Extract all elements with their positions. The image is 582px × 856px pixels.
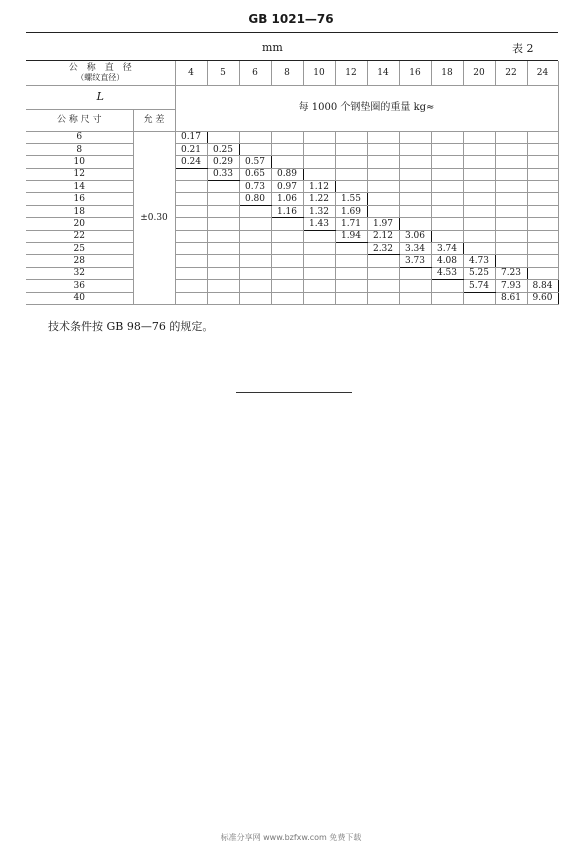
weight-value-cell <box>463 230 495 242</box>
weight-value-cell <box>527 143 558 155</box>
weight-value-cell <box>399 193 431 205</box>
weight-value-cell <box>239 218 271 230</box>
table-row <box>26 255 558 267</box>
weight-value-cell: 0.65 <box>239 168 271 180</box>
table-row <box>26 168 558 180</box>
weight-value-cell: 4.73 <box>463 255 495 267</box>
weight-value-cell <box>271 156 303 168</box>
weight-value-cell: 0.97 <box>271 181 303 193</box>
nominal-diameter-label: 公 称 直 径 <box>68 62 132 73</box>
weight-value-cell <box>495 243 527 255</box>
weight-value-cell: 1.97 <box>367 218 399 230</box>
tolerance-header-label: 允 差 <box>143 115 165 125</box>
weight-value-cell <box>431 193 463 205</box>
weight-value-cell: 0.24 <box>175 156 207 168</box>
diameter-header: 16 <box>399 61 431 85</box>
weight-value-cell <box>463 156 495 168</box>
weight-value-cell: 0.25 <box>207 143 239 155</box>
weight-value-cell: 0.29 <box>207 156 239 168</box>
weight-value-cell <box>239 131 271 143</box>
weight-value-cell <box>335 280 367 292</box>
weight-value-cell: 0.80 <box>239 193 271 205</box>
unit-label: mm <box>262 41 283 54</box>
weight-value-cell: 2.12 <box>367 230 399 242</box>
weight-value-cell <box>527 255 558 267</box>
weight-value-cell <box>399 131 431 143</box>
weight-value-cell <box>175 218 207 230</box>
weight-value-cell <box>431 143 463 155</box>
weight-value-cell <box>399 205 431 217</box>
weight-value-cell <box>367 156 399 168</box>
weight-value-cell <box>527 156 558 168</box>
weight-value-cell <box>527 243 558 255</box>
weight-value-cell: 8.61 <box>495 292 527 304</box>
diameter-header: 18 <box>431 61 463 85</box>
weight-value-cell <box>207 205 239 217</box>
weight-value-cell <box>271 243 303 255</box>
weight-value-cell <box>335 143 367 155</box>
diameter-header: 14 <box>367 61 399 85</box>
weight-value-cell <box>239 267 271 279</box>
weight-value-cell <box>367 193 399 205</box>
weight-value-cell <box>367 267 399 279</box>
nominal-size-cell: 18 <box>26 205 133 217</box>
weight-value-cell <box>527 205 558 217</box>
weight-value-cell <box>399 280 431 292</box>
weight-value-cell <box>175 243 207 255</box>
weight-value-cell <box>175 230 207 242</box>
weight-value-cell <box>367 205 399 217</box>
weight-value-cell: 0.57 <box>239 156 271 168</box>
weight-value-cell <box>463 243 495 255</box>
weight-value-cell <box>431 181 463 193</box>
weight-value-cell <box>303 267 335 279</box>
weight-value-cell <box>527 218 558 230</box>
nominal-size-cell: 22 <box>26 230 133 242</box>
weight-value-cell <box>175 193 207 205</box>
weight-value-cell <box>175 280 207 292</box>
weight-value-cell <box>431 218 463 230</box>
weight-value-cell: 4.08 <box>431 255 463 267</box>
weight-value-cell <box>399 143 431 155</box>
weight-value-cell <box>335 131 367 143</box>
table-row <box>26 243 558 255</box>
weight-value-cell <box>431 230 463 242</box>
diameter-header: 6 <box>239 61 271 85</box>
weight-value-cell <box>527 230 558 242</box>
weight-value-cell <box>175 205 207 217</box>
weight-value-cell: 1.12 <box>303 181 335 193</box>
weight-value-cell: 1.71 <box>335 218 367 230</box>
weight-value-cell <box>335 156 367 168</box>
nominal-size-cell: 20 <box>26 218 133 230</box>
weight-value-cell <box>271 131 303 143</box>
nominal-size-cell: 28 <box>26 255 133 267</box>
weight-value-cell <box>239 205 271 217</box>
weight-value-cell: 0.21 <box>175 143 207 155</box>
weight-value-cell <box>399 181 431 193</box>
weight-value-cell <box>367 280 399 292</box>
nominal-size-cell: 40 <box>26 292 133 304</box>
weight-value-cell: 1.22 <box>303 193 335 205</box>
weight-value-cell: 1.16 <box>271 205 303 217</box>
weight-value-cell: 8.84 <box>527 280 558 292</box>
diameter-header: 5 <box>207 61 239 85</box>
table-row <box>26 267 558 279</box>
weight-value-cell: 9.60 <box>527 292 558 304</box>
weight-value-cell <box>335 292 367 304</box>
nominal-size-cell: 12 <box>26 168 133 180</box>
nominal-size-cell: 36 <box>26 280 133 292</box>
weight-value-cell <box>367 255 399 267</box>
nominal-size-cell: 10 <box>26 156 133 168</box>
weight-value-cell <box>303 131 335 143</box>
weight-value-cell <box>335 181 367 193</box>
table-row <box>26 280 558 292</box>
weight-value-cell: 1.69 <box>335 205 367 217</box>
nominal-size-cell: 32 <box>26 267 133 279</box>
diameter-header: 22 <box>495 61 527 85</box>
weight-value-cell <box>303 292 335 304</box>
weight-value-cell <box>303 143 335 155</box>
nominal-size-cell: 14 <box>26 181 133 193</box>
weight-value-cell: 7.93 <box>495 280 527 292</box>
weight-value-cell <box>207 181 239 193</box>
weight-value-cell: 3.06 <box>399 230 431 242</box>
weight-value-cell <box>271 267 303 279</box>
diameter-header: 12 <box>335 61 367 85</box>
length-header <box>26 85 175 109</box>
weight-value-cell <box>463 168 495 180</box>
weight-value-cell <box>303 280 335 292</box>
weight-value-cell <box>207 280 239 292</box>
weight-value-cell <box>239 280 271 292</box>
weight-value-cell <box>431 292 463 304</box>
weight-value-cell <box>463 131 495 143</box>
weight-value-cell <box>367 168 399 180</box>
weight-value-cell <box>175 267 207 279</box>
weight-value-cell <box>495 218 527 230</box>
table-row <box>26 143 558 155</box>
weight-value-cell <box>527 168 558 180</box>
weight-value-cell <box>239 255 271 267</box>
weight-value-cell <box>207 230 239 242</box>
weight-value-cell <box>271 218 303 230</box>
weight-value-cell <box>367 143 399 155</box>
watermark-footer: 标准分享网 www.bzfxw.com 免费下载 <box>220 833 362 842</box>
table-row <box>26 131 558 143</box>
weight-value-cell <box>207 193 239 205</box>
weight-value-cell <box>239 143 271 155</box>
top-rule <box>26 32 558 33</box>
weight-value-cell <box>175 181 207 193</box>
table-row <box>26 292 558 304</box>
weight-value-cell: 0.89 <box>271 168 303 180</box>
weight-value-cell <box>495 143 527 155</box>
weight-value-cell: 3.74 <box>431 243 463 255</box>
tolerance-header <box>133 109 175 131</box>
weight-value-cell <box>399 168 431 180</box>
weight-value-cell: 4.53 <box>431 267 463 279</box>
weight-value-cell: 5.25 <box>463 267 495 279</box>
technical-note: 技术条件按 GB 98—76 的规定。 <box>48 320 214 333</box>
diameter-header: 20 <box>463 61 495 85</box>
weight-value-cell: 1.06 <box>271 193 303 205</box>
weight-value-cell: 1.32 <box>303 205 335 217</box>
weight-value-cell <box>271 280 303 292</box>
nominal-size-cell: 6 <box>26 131 133 143</box>
weight-value-cell <box>303 156 335 168</box>
weight-value-cell <box>175 168 207 180</box>
weight-value-cell: 0.73 <box>239 181 271 193</box>
nominal-size-label: 公 称 尺 寸 <box>56 115 102 125</box>
weight-value-cell <box>495 255 527 267</box>
weight-value-cell <box>495 181 527 193</box>
weight-value-cell <box>463 193 495 205</box>
weight-value-cell <box>463 218 495 230</box>
weight-value-cell <box>495 156 527 168</box>
thread-diameter-label: （螺纹直径） <box>76 72 125 82</box>
weight-value-cell <box>335 267 367 279</box>
weight-value-cell <box>463 143 495 155</box>
weight-value-cell: 7.23 <box>495 267 527 279</box>
weight-value-cell <box>271 255 303 267</box>
nominal-size-cell: 8 <box>26 143 133 155</box>
weight-value-cell: 1.94 <box>335 230 367 242</box>
weight-value-cell <box>367 292 399 304</box>
weight-value-cell <box>495 131 527 143</box>
weight-value-cell <box>271 230 303 242</box>
weight-value-cell: 2.32 <box>367 243 399 255</box>
tolerance-cell: ±0.30 <box>133 131 175 304</box>
weight-value-cell <box>495 168 527 180</box>
weight-value-cell <box>303 168 335 180</box>
table-row <box>26 181 558 193</box>
length-label: L <box>96 90 104 103</box>
weight-value-cell <box>431 205 463 217</box>
weight-value-cell: 3.73 <box>399 255 431 267</box>
weight-value-cell <box>239 292 271 304</box>
weight-value-cell <box>303 255 335 267</box>
weight-value-cell <box>431 131 463 143</box>
weight-value-cell <box>463 205 495 217</box>
weight-value-cell <box>495 205 527 217</box>
standard-header: GB 1021—76 <box>248 12 334 26</box>
weight-value-cell: 0.17 <box>175 131 207 143</box>
weight-value-cell <box>207 255 239 267</box>
weight-value-cell <box>207 131 239 143</box>
table-number: 表 2 <box>512 42 534 55</box>
weight-value-cell <box>207 292 239 304</box>
weight-value-cell <box>335 243 367 255</box>
weight-value-cell <box>367 131 399 143</box>
weight-value-cell <box>527 181 558 193</box>
weight-value-cell <box>239 243 271 255</box>
weight-value-cell <box>495 230 527 242</box>
weight-value-cell <box>207 218 239 230</box>
table-row <box>26 156 558 168</box>
weight-value-cell <box>303 243 335 255</box>
table-row <box>26 230 558 242</box>
weight-value-cell: 1.55 <box>335 193 367 205</box>
nominal-size-cell: 16 <box>26 193 133 205</box>
weight-value-cell <box>495 193 527 205</box>
weight-value-cell <box>271 292 303 304</box>
weight-value-cell <box>207 267 239 279</box>
weight-value-cell <box>335 255 367 267</box>
weight-value-cell <box>207 243 239 255</box>
diameter-header: 10 <box>303 61 335 85</box>
nominal-diameter-header <box>26 61 175 85</box>
weight-value-cell <box>527 131 558 143</box>
weight-value-cell <box>367 181 399 193</box>
weight-value-cell: 0.33 <box>207 168 239 180</box>
weight-value-cell <box>303 230 335 242</box>
weight-value-cell <box>399 156 431 168</box>
nominal-size-header <box>26 109 133 131</box>
weight-value-cell <box>399 267 431 279</box>
table-row <box>26 205 558 217</box>
table-row <box>26 218 558 230</box>
weight-value-cell <box>527 267 558 279</box>
weight-value-cell <box>271 143 303 155</box>
diameter-header: 8 <box>271 61 303 85</box>
weight-value-cell <box>399 218 431 230</box>
weight-value-cell <box>431 156 463 168</box>
diameter-header: 24 <box>527 61 558 85</box>
weight-value-cell <box>431 280 463 292</box>
weight-value-cell <box>463 181 495 193</box>
weight-value-cell <box>527 193 558 205</box>
weight-value-cell <box>175 255 207 267</box>
weight-value-cell <box>335 168 367 180</box>
weight-value-cell <box>239 230 271 242</box>
weight-caption-cell <box>175 85 558 131</box>
weight-value-cell: 5.74 <box>463 280 495 292</box>
nominal-size-cell: 25 <box>26 243 133 255</box>
weight-value-cell <box>399 292 431 304</box>
diameter-header: 4 <box>175 61 207 85</box>
table-row <box>26 193 558 205</box>
end-rule <box>236 392 352 393</box>
weight-value-cell: 1.43 <box>303 218 335 230</box>
weight-value-cell <box>431 168 463 180</box>
weight-caption: 每 1000 个钢垫圈的重量 kg≈ <box>298 102 435 113</box>
washer-weight-table <box>26 61 559 305</box>
weight-value-cell: 3.34 <box>399 243 431 255</box>
weight-value-cell <box>463 292 495 304</box>
weight-value-cell <box>175 292 207 304</box>
